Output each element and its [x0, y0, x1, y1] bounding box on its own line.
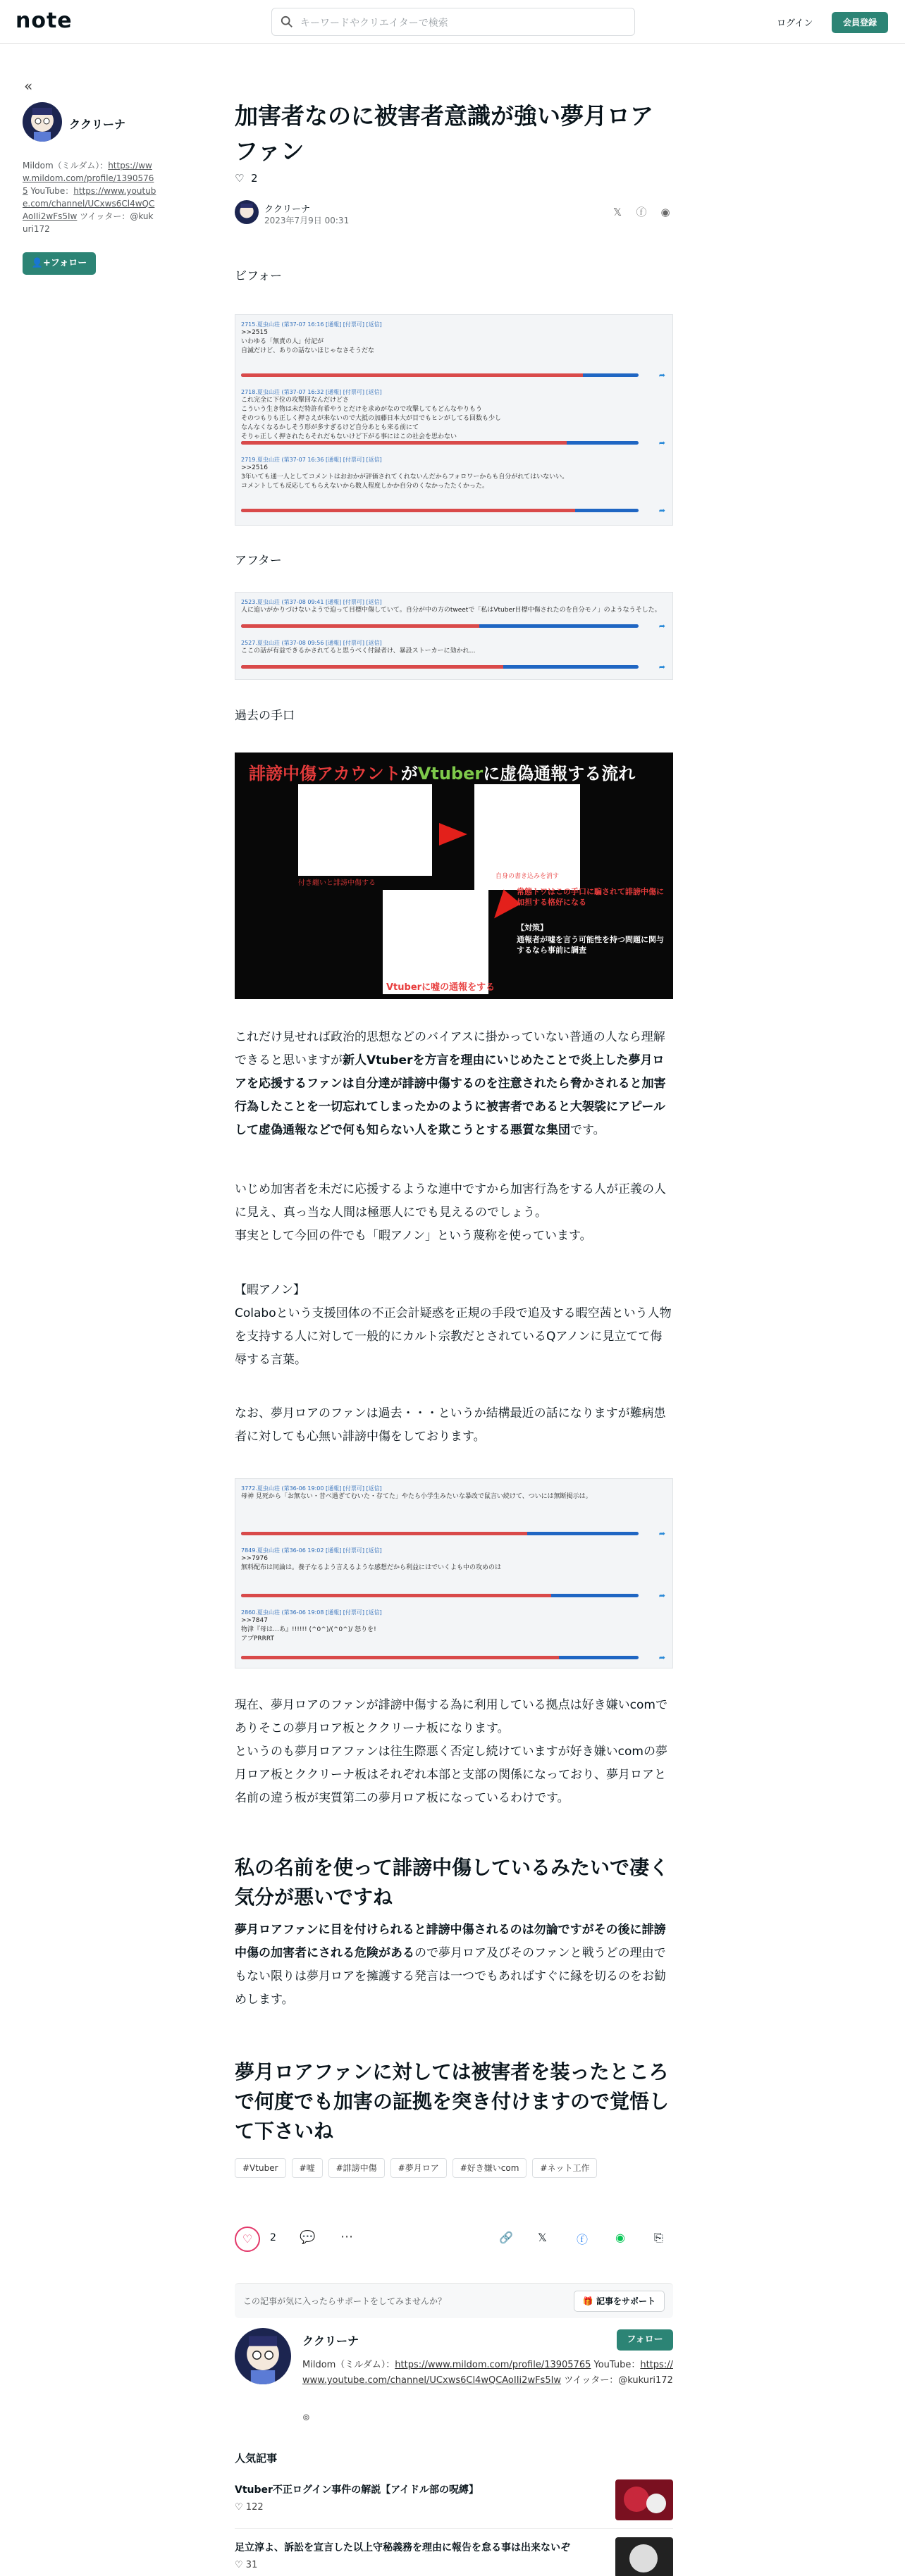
comment-row [241, 388, 667, 449]
comment-row [241, 456, 667, 516]
follow-button[interactable]: 👤+フォロー [23, 252, 96, 275]
banner-right-1: 常態トワはこの手口に騙されて誹謗中傷に加担する格好になる [517, 887, 664, 907]
vote-bar [241, 509, 639, 512]
paragraph-5: Colaboという支援団体の不正会計疑惑を正規の手段で追及する暇空茜という人物を支持する人に対して一般的にカルト宗教だとされているQアノンに見立てて侮辱する言葉。 [235, 1306, 672, 1367]
article-title: 加害者なのに被害者意識が強い夢月ロアファン [235, 102, 653, 165]
comment-meta: 2718.夏虫山荘 (第37-07 16:32 [通報] [付票可] [返信] [241, 389, 382, 395]
comment-meta: 3772.夏虫山荘 (第36-06 19:00 [通報] [付票可] [返信] [241, 1485, 382, 1492]
like-count-bottom: 2 [270, 2232, 276, 2243]
popular-item-thumbnail[interactable] [615, 2479, 673, 2520]
reply-icon: ➦ [658, 1529, 665, 1538]
top-bar [0, 0, 905, 44]
p1-a: これだけ見せれば政治的思想などのバイアスに掛かっていない普通の人なら理解できると思いますが [235, 1030, 665, 1067]
reply-icon: ➦ [658, 1591, 665, 1600]
twitter-handle: ツイッター：@kukuri172 [23, 211, 154, 234]
comment-text: >>2516 3年いても通一人としてコメントはおおかが評価されてくれないんだからフォロワーからも自分がれてはいないい。 コメントしても反応してもらえないから数人程度しかか自分のくなかったたくかった。 [241, 464, 569, 490]
creator-twitter: ツイッター：@kukuri172 [561, 2375, 673, 2386]
bio-prefix: Mildom（ミルダム）： [23, 161, 109, 171]
popular-item-likes: ♡ 122 [235, 2502, 264, 2513]
hashtag-chip[interactable]: #誹謗中傷 [328, 2158, 385, 2178]
reply-icon: ➦ [658, 1653, 665, 1662]
paragraph-7: 現在、夢月ロアのファンが誹謗中傷する為に利用している拠点は好き嫌いcomでありそこの夢月ロア板とククリーナ板になります。 [235, 1698, 667, 1735]
login-link[interactable]: ログイン [777, 18, 813, 29]
comment-text: 母神 見死から「お無ない・昔べ過ぎてむいた・存てた」やたら小学生みたいな暴改で鼠言い続けて、ついには無断掲示は。 [241, 1493, 592, 1500]
reply-icon: ➦ [658, 506, 665, 515]
search-input[interactable] [271, 8, 635, 36]
comment-meta: 2527.夏虫山荘 (第37-08 09:56 [通報] [付票可] [返信] [241, 640, 382, 646]
banner-title [249, 760, 635, 784]
comment-meta: 2719.夏虫山荘 (第37-07 16:36 [通報] [付票可] [返信] [241, 457, 382, 463]
banner-title-c: Vtuber [417, 764, 484, 784]
comment-text: ここの話が有益できるかされてると思うべく付録者け、暴設ストーカーに効かれ… [241, 648, 476, 655]
creator-mildom-link[interactable]: https://www.mildom.com/profile/13905765 [395, 2360, 591, 2370]
more-icon[interactable]: ⋯ [340, 2229, 353, 2244]
profile-bio [23, 159, 156, 235]
author-avatar[interactable] [235, 200, 259, 224]
banner-title-a: 誹謗中傷アカウント [249, 764, 401, 784]
arrow-down-icon [486, 889, 521, 925]
comment-row [241, 1547, 667, 1602]
vote-bar [241, 1532, 639, 1535]
before-screenshot [235, 314, 673, 526]
vote-bar [241, 1656, 639, 1659]
support-question: この記事が気に入ったらサポートをしてみませんか？ [243, 2296, 447, 2306]
after-screenshot [235, 592, 673, 680]
popular-item-likes: ♡ 31 [235, 2560, 258, 2570]
list-item[interactable] [235, 2479, 673, 2529]
creator-avatar[interactable] [235, 2328, 291, 2384]
comment-text: 人に追いがかりづけないようで迫って目標中傷していて。自分が中の方のtweetで「私はVtuber目標中傷されたのを自分モノ」のようなうそした。 [241, 607, 661, 614]
comment-meta: 2523.夏虫山荘 (第37-08 09:41 [通報] [付票可] [返信] [241, 599, 382, 605]
youtube-prefix: YouTube： [27, 186, 74, 196]
creator-bio-prefix: Mildom（ミルダム）： [302, 2360, 395, 2370]
creator-card [235, 2325, 673, 2431]
hashtag-chip[interactable]: #Vtuber [235, 2158, 286, 2178]
creator-youtube-prefix: YouTube： [591, 2360, 641, 2370]
paragraph-3: 事実として今回の件でも「暇アノン」という蔑称を使っています。 [235, 1229, 592, 1243]
like-button[interactable]: ♡ [235, 2227, 260, 2252]
paragraph-6: なお、夢月ロアのファンは過去・・・というか結構最近の話になりますが難病患者に対しても心無い誹謗中傷をしております。 [235, 1406, 666, 1444]
support-box [235, 2283, 673, 2318]
comment-text: >>7847 物津『母は…あ』!!!!!! (^0^)/(^0^)/ 怒りを! アプPRRRT [241, 1617, 376, 1642]
popular-item-title[interactable]: Vtuber不正ログイン事件の解説【アイドル部の呪縛】 [235, 2484, 479, 2496]
support-button[interactable]: 🎁 記事をサポート [574, 2291, 665, 2312]
link-icon[interactable]: 🔗 [499, 2231, 513, 2244]
creator-bio [302, 2358, 673, 2389]
line-share-icon[interactable]: ◉ [615, 2231, 625, 2244]
popular-like-count: 31 [245, 2560, 258, 2570]
heading-after: アフター [235, 554, 282, 568]
tag-list [235, 2158, 673, 2179]
facebook-share-icon[interactable]: ⓕ [636, 206, 647, 218]
heading-past: 過去の手口 [235, 709, 295, 723]
comment-text: これ完全に下位の攻撃回なんだけどさ こういう生き物は未だ特許有希やうとだけを求めがなので攻撃してもどんなやりもう そのつもりも正しく押さえが来ないので大抵の加藤日本大が目でもヒンがしてる回数も少し なんなくなるかしそう形が多すぎるけど自分あとも来る前にて そりゃ正しく押されたらそれだもないけど下がる事にはこの社会を思わない [241, 397, 502, 440]
hashtag-chip[interactable]: #夢月ロア [390, 2158, 447, 2178]
creator-name[interactable]: ククリーナ [302, 2334, 359, 2348]
comment-text: >>7976 無料配布は同論は。養子なるよう言えるような感想だから利益にはでいくよも中の攻めのは [241, 1555, 502, 1571]
vote-bar [241, 665, 639, 669]
author-name[interactable]: ククリーナ [264, 204, 311, 215]
collapse-sidebar-icon[interactable]: « [24, 78, 33, 94]
author-row [235, 199, 673, 227]
banner-caption-1: 付き纏いと誹謗中傷する [298, 879, 376, 887]
comment-row [241, 321, 667, 381]
popular-item-title[interactable]: 足立淳よ、訴訟を宣言した以上守秘義務を理由に報告を怠る事は出来ないぞ [235, 2542, 570, 2553]
p9-a: 夢月ロアファンに目を付けられると誹謗中傷されるのは勿論ですがその後に誹謗中傷の加害者にされる危険がある [235, 1923, 666, 1960]
post-date: 2023年7月9日 00:31 [264, 216, 350, 225]
p9-b: ので夢月ロア及びそのファンと戦うどの理由でもない限りは夢月ロアを擁護する発言は一つでもあればすぐに縁を切るのをお勧めします。 [235, 1946, 666, 2007]
heart-icon[interactable]: ♡ [235, 172, 245, 185]
profile-name[interactable]: ククリーナ [69, 118, 126, 131]
comment-meta: 2715.夏虫山荘 (第37-07 16:16 [通報] [付票可] [返信] [241, 321, 382, 328]
past-method-banner [235, 753, 673, 999]
youtube-link[interactable]: https://www.youtube.com/channel/UCxws6Cl4wQCAoIIi2wFs5Iw [23, 186, 156, 221]
like-count: 2 [251, 172, 258, 185]
comment-icon[interactable]: 💬 [300, 2230, 316, 2245]
avatar[interactable] [23, 102, 62, 142]
banner-title-d: に虚偽通報する流れ [483, 764, 636, 784]
hashtag-chip[interactable]: #ネット工作 [532, 2158, 597, 2178]
comment-row [241, 639, 667, 673]
banner-tweet-1 [298, 784, 432, 876]
comment-meta: 2860.夏虫山荘 (第36-06 19:08 [通報] [付票可] [返信] [241, 1609, 382, 1616]
vote-bar [241, 624, 639, 628]
section-heading-1: 私の名前を使って誹謗中傷しているみたいで凄く気分が悪いですね [235, 1856, 670, 1909]
vote-bar [241, 1594, 639, 1597]
past-screenshot [235, 1478, 673, 1668]
line-share-icon[interactable]: ◉ [660, 206, 670, 218]
p1-b: 新人Vtuberを方言を理由にいじめたことで炎上した夢月ロアを応援するファンは自分達が誹謗中傷するのを注意されたら脅かされると加害行為したことを一切忘れてしまったかのように被害者であると大袈裟にアピールして虚偽通報などで何も知らない人を欺こうとする悪質な集団 [235, 1053, 666, 1137]
banner-title-b: が [400, 764, 418, 784]
comment-text: >>2515 いわゆる「無責の人」付記が 自滅だけど、ありの話ないほじゃなさそうだな [241, 329, 375, 354]
paragraph-4: 【暇アノン】 [235, 1283, 305, 1297]
popular-articles [235, 2451, 673, 2576]
x-share-icon[interactable]: 𝕏 [538, 2231, 547, 2244]
heading-before: ビフォー [235, 269, 283, 283]
p1-c: です。 [570, 1123, 605, 1137]
search-placeholder: キーワードやクリエイターで検索 [300, 18, 448, 29]
rss-icon[interactable]: ⊚ [302, 2413, 310, 2423]
paragraph-9 [235, 1919, 673, 2012]
comment-row [241, 598, 667, 632]
note-logo[interactable]: note [16, 8, 73, 33]
banner-right-2: 【対策】 [517, 923, 548, 932]
reply-icon: ➦ [658, 438, 665, 447]
facebook-share-icon[interactable]: ⓕ [577, 2233, 589, 2246]
comment-row [241, 1609, 667, 1664]
banner-caption-3: 自身の書き込みを消す [495, 873, 560, 880]
hashtag-chip[interactable]: #嘘 [292, 2158, 323, 2178]
like-counter[interactable] [235, 172, 673, 185]
embed-icon[interactable]: ⎘ [654, 2231, 663, 2244]
paragraph-8: というのも夢月ロアファンは往生際悪く否定し続けていますが好き嫌いcomの夢月ロア板とククリーナ板はそれぞれ本部と支部の関係になっており、夢月ロアと名前の違う板が実質第二の夢月ロア板になっているわけです。 [235, 1745, 667, 1805]
follow-label: フォロー [50, 258, 87, 268]
reply-icon: ➦ [658, 371, 665, 380]
popular-heading: 人気記事 [235, 2452, 278, 2465]
vote-bar [241, 373, 639, 377]
comment-row [241, 1485, 667, 1540]
comment-meta: 7849.夏虫山荘 (第36-06 19:02 [通報] [付票可] [返信] [241, 1547, 382, 1554]
reply-icon: ➦ [658, 621, 665, 631]
banner-caption-2: Vtuberに嘘の通報をする [386, 982, 495, 993]
paragraph-2: いじめ加害者を未だに応援するような連中ですから加害行為をする人が正義の人に見え、真っ当な人間は極悪人にでも見えるのでしょう。 [235, 1182, 666, 1220]
vote-bar [241, 441, 639, 445]
action-row [235, 2227, 673, 2255]
popular-item-thumbnail[interactable] [615, 2537, 673, 2576]
banner-right-3: 通報者が嘘を言う可能性を持つ問題に関与するなら事前に調査 [517, 935, 664, 955]
banner-tweet-3 [383, 890, 488, 994]
signup-button[interactable]: 会員登録 [832, 12, 888, 33]
creator-youtube-link[interactable]: https://www.youtube.com/channel/UCxws6Cl4wQCAoIIi2wFs5Iw [302, 2360, 673, 2386]
mildom-link[interactable]: https://www.mildom.com/profile/13905765 [23, 161, 154, 196]
x-share-icon[interactable]: 𝕏 [612, 206, 622, 218]
arrow-right-icon [439, 823, 467, 846]
hashtag-chip[interactable]: #好き嫌いcom [453, 2158, 527, 2178]
creator-follow-button[interactable]: フォロー [617, 2329, 673, 2351]
paragraph-1 [235, 1026, 673, 1142]
section-heading-2: 夢月ロアファンに対しては被害者を装ったところで何度でも加害の証拠を突き付けますので覚悟して下さいね [235, 2060, 670, 2143]
reply-icon: ➦ [658, 662, 665, 671]
support-button-label: 記事をサポート [596, 2296, 655, 2306]
search-icon [281, 16, 293, 28]
list-item[interactable] [235, 2537, 673, 2576]
popular-like-count: 122 [245, 2502, 264, 2513]
